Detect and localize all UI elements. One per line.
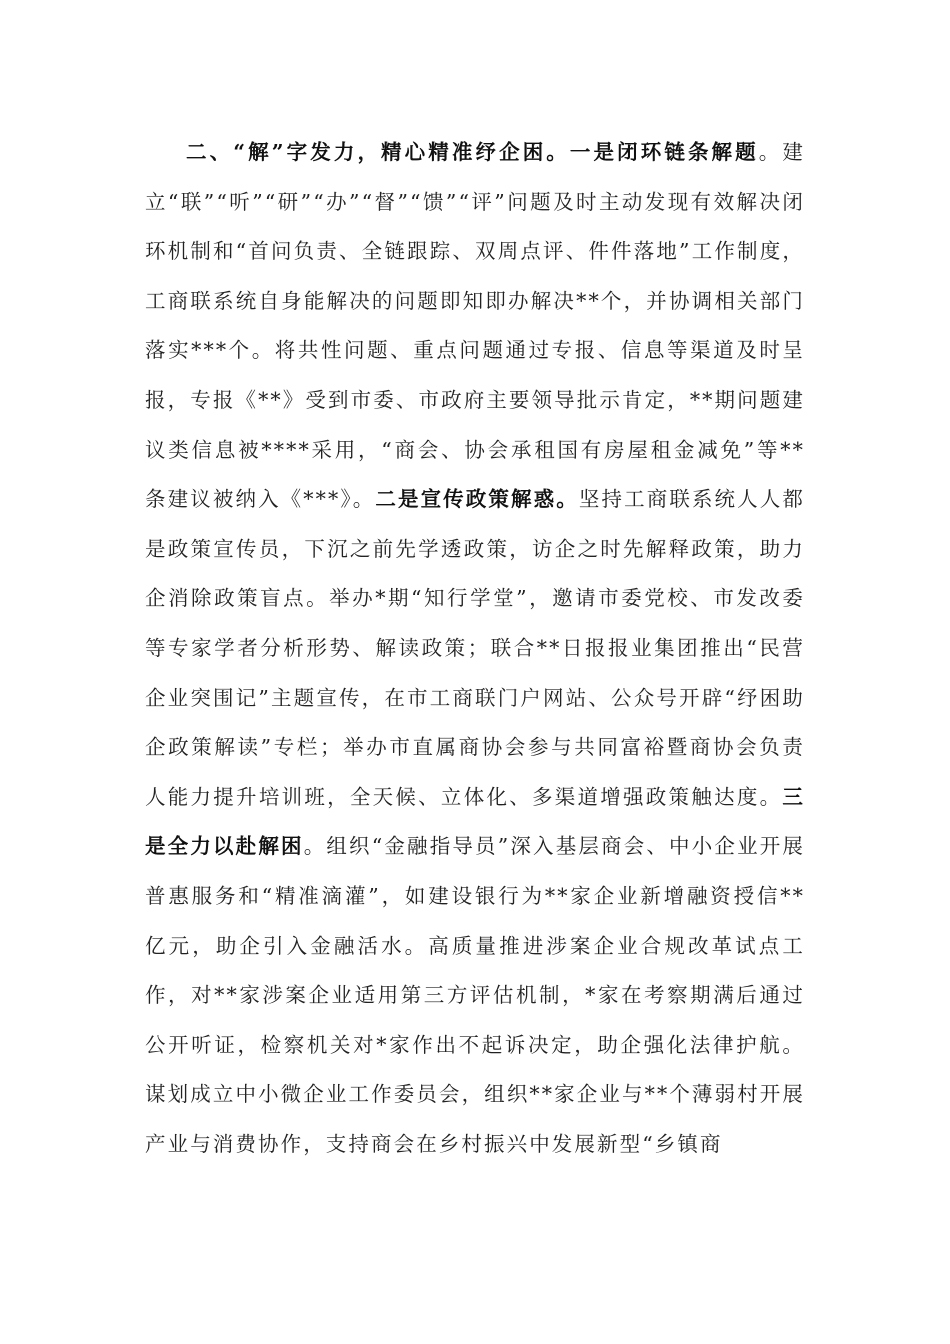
section-heading: 二、“解”字发力，精心精准纾企困。 [186, 140, 570, 164]
body-paragraph [145, 128, 805, 1169]
point2-text: 坚持工商联系统人人都是政策宣传员，下沉之前先学透政策，访企之时先解释政策，助力企消除政策盲点。举办*期“知行学堂”，邀请市委党校、市发改委等专家学者分析形势、解读政策；联合**日报报业集团推出“民营企业突围记”主题宣传，在市工商联门户网站、公众号开辟“纾困助企政策解读”专栏；举办市直属商协会参与共同富裕暨商协会负责人能力提升培训班，全天候、立体化、多渠道增强政策触达度。 [145, 487, 805, 809]
point3-text: 。组织“金融指导员”深入基层商会、中小企业开展普惠服务和“精准滴灌”，如建设银行为**家企业新增融资授信**亿元，助企引入金融活水。高质量推进涉案企业合规改革试点工作，对**家涉案企业适用第三方评估机制，*家在考察期满后通过公开听证，检察机关对*家作出不起诉决定，助企强化法律护航。谋划成立中小微企业工作委员会，组织**家企业与**个薄弱村开展产业与消费协作，支持商会在乡村振兴中发展新型“乡镇商 [145, 834, 806, 1156]
point3-title: 三是全力以赴解困 [145, 784, 805, 859]
point1-title: 一是闭环链条解题 [569, 140, 759, 164]
point1-text: 。建立“联”“听”“研”“办”“督”“馈”“评”问题及时主动发现有效解决闭环机制和“首问负责、全链跟踪、双周点评、件件落地”工作制度，工商联系统自身能解决的问题即知即办解决**个，并协调相关部门落实***个。将共性问题、重点问题通过专报、信息等渠道及时呈报，专报《**》受到市委、市政府主要领导批示肯定，**期问题建议类信息被****采用，“商会、协会承租国有房屋租金减免”等**条建议被纳入《***》。 [145, 140, 805, 512]
point2-title: 二是宣传政策解惑。 [375, 487, 579, 512]
